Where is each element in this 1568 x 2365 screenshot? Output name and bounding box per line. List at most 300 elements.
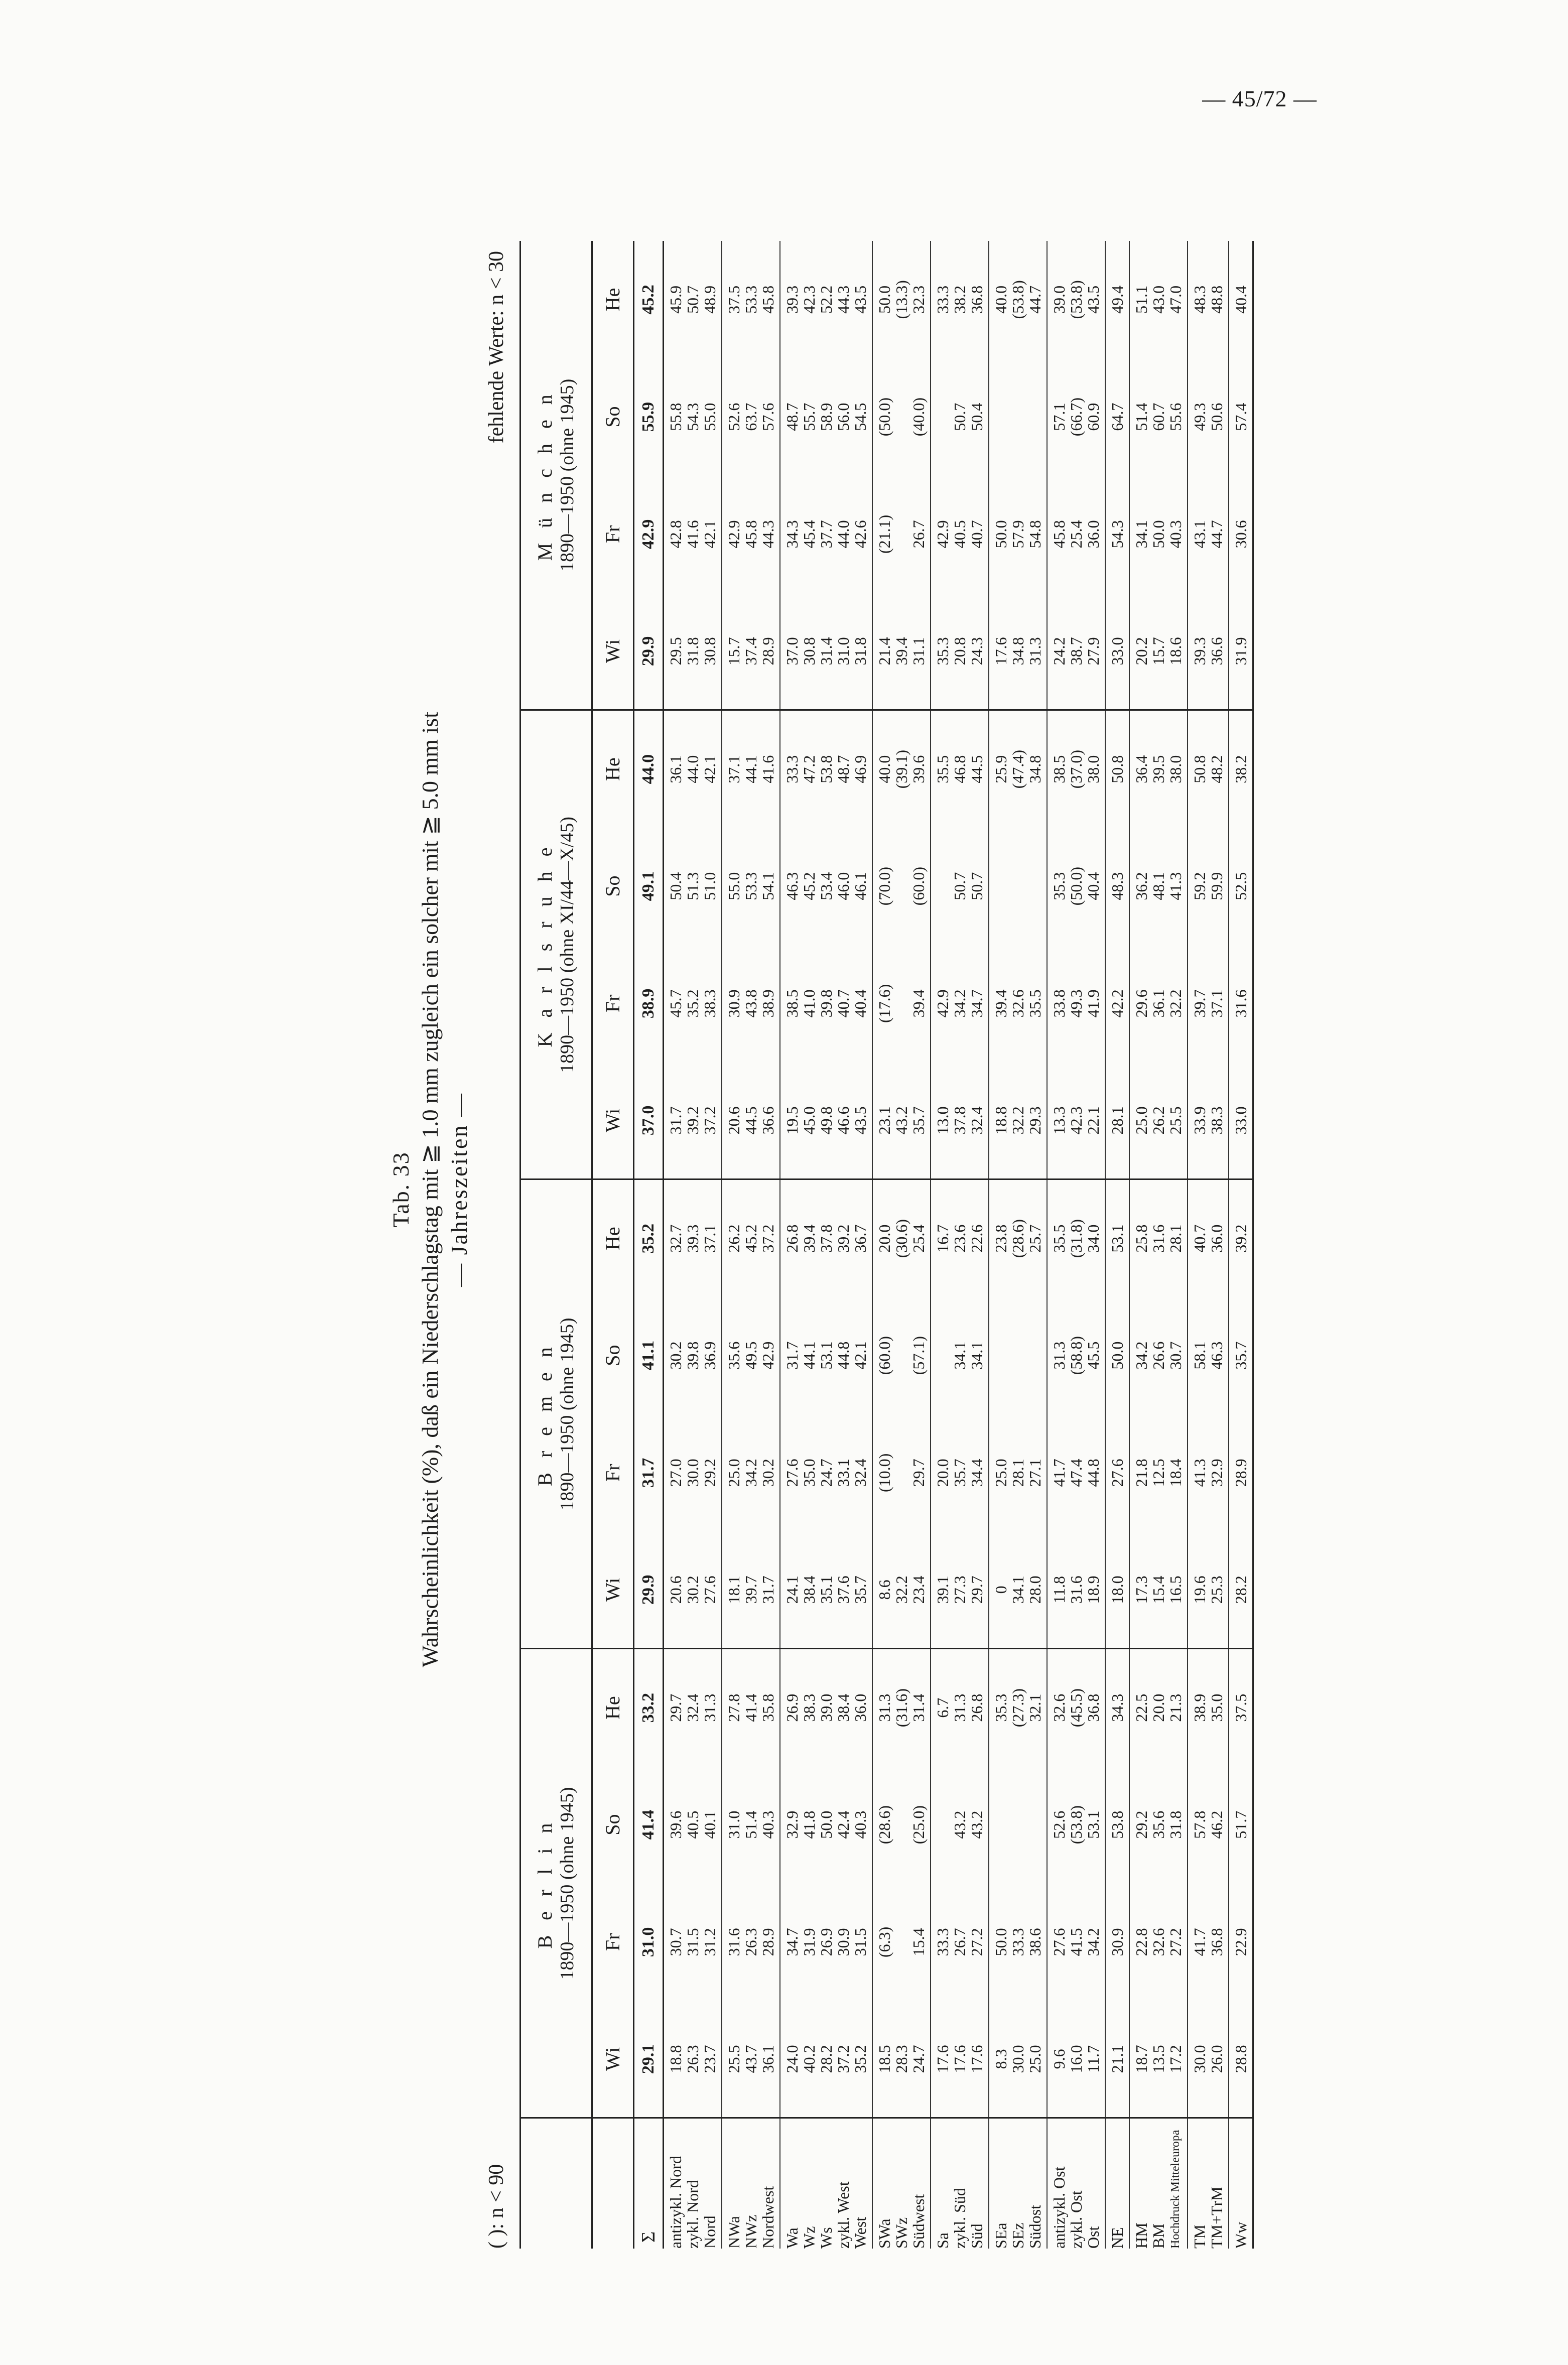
value: 35.8 <box>759 1693 777 1722</box>
value-cell <box>989 945 1047 1063</box>
table-row-group <box>1229 241 1253 2249</box>
value <box>1027 358 1042 476</box>
value: 35.7 <box>951 1459 969 1487</box>
value: 50.0 <box>992 1928 1010 1956</box>
value: 32.7 <box>667 1224 685 1253</box>
value: 36.1 <box>759 2045 777 2073</box>
value-cell <box>931 1649 989 1766</box>
value-cell <box>1047 1766 1105 1884</box>
value-cell <box>722 1766 780 1884</box>
value: 20.2 <box>1132 637 1150 666</box>
value-cell <box>780 710 872 828</box>
value: 36.8 <box>968 285 986 314</box>
value-cell <box>664 241 722 358</box>
value-cell <box>872 945 931 1063</box>
value-cell <box>722 593 780 710</box>
value-cell <box>1129 1766 1188 1884</box>
value: 50.7 <box>951 403 969 431</box>
value-cell <box>1105 2001 1129 2118</box>
value: 37.5 <box>1232 1693 1250 1722</box>
value: 41.7 <box>1050 1459 1068 1487</box>
value-cell <box>872 241 931 358</box>
value: 15.4 <box>1149 1575 1167 1604</box>
value-cell <box>780 1414 872 1532</box>
value: 42.9 <box>934 989 952 1018</box>
value: 50.7 <box>684 285 702 314</box>
value: 35.6 <box>725 1341 743 1370</box>
value-cell <box>722 1179 780 1297</box>
value: 29.2 <box>701 1459 719 1487</box>
value: 20.6 <box>725 1106 743 1135</box>
sum-cell: 38.9 <box>634 945 664 1063</box>
value: 23.6 <box>951 1224 969 1253</box>
value: 53.4 <box>817 872 835 900</box>
value-cell <box>1229 710 1253 828</box>
value: 36.6 <box>1208 637 1226 666</box>
value-cell <box>1105 241 1129 358</box>
value <box>894 945 909 1063</box>
value: 34.1 <box>968 1341 986 1370</box>
value: 34.7 <box>783 1928 801 1956</box>
value: 55.0 <box>725 872 743 900</box>
value: 32.6 <box>1050 1693 1068 1722</box>
value-cell <box>931 1766 989 1884</box>
value-cell <box>1229 828 1253 945</box>
value: 35.5 <box>1050 1224 1068 1253</box>
value-cell <box>1229 1297 1253 1414</box>
value: 17.2 <box>1166 2045 1185 2073</box>
value: 39.3 <box>684 1224 702 1253</box>
station-header-karlsruhe: K a r l s r u h e 1890—1950 (ohne XI/44—X/45) <box>520 710 592 1179</box>
value: 18.0 <box>1108 1575 1126 1604</box>
value: 37.7 <box>817 520 835 549</box>
value-cell <box>989 1766 1047 1884</box>
row-label: Süd <box>968 2223 986 2249</box>
value: 29.7 <box>909 1459 928 1487</box>
value: 31.2 <box>701 1928 719 1956</box>
value: 31.4 <box>909 1693 928 1722</box>
value: (28.6) <box>1009 1219 1027 1258</box>
value: 50.0 <box>1108 1341 1126 1370</box>
row-label: zykl. Süd <box>951 2188 969 2249</box>
value: 40.7 <box>968 520 986 549</box>
value-cell <box>1229 2001 1253 2118</box>
value: 64.7 <box>1108 403 1126 431</box>
value: 23.4 <box>909 1575 928 1604</box>
value: 32.2 <box>1009 1106 1027 1135</box>
row-label: zykl. West <box>834 2181 852 2249</box>
value: 43.8 <box>742 989 760 1018</box>
value-cell <box>989 1062 1047 1179</box>
season-header: Wi <box>592 593 634 710</box>
value-cell <box>780 1531 872 1649</box>
value: 42.1 <box>701 520 719 549</box>
value: 29.7 <box>667 1693 685 1722</box>
value: 27.3 <box>951 1575 969 1604</box>
value: (50.0) <box>1067 866 1085 906</box>
value: 27.6 <box>701 1575 719 1604</box>
value: 36.0 <box>1084 520 1102 549</box>
value: 30.2 <box>684 1575 702 1604</box>
value: (60.0) <box>875 1336 893 1375</box>
value-cell <box>664 1649 722 1766</box>
value: 30.8 <box>800 637 818 666</box>
value: 26.6 <box>1149 1341 1167 1370</box>
row-label: SWa <box>875 2218 893 2249</box>
value-cell <box>989 1531 1047 1649</box>
value: 13.0 <box>934 1106 952 1135</box>
value: 25.3 <box>1208 1575 1226 1604</box>
value: 19.6 <box>1191 1575 1209 1604</box>
value: 51.1 <box>1132 285 1150 314</box>
value-cell <box>780 828 872 945</box>
value: 50.0 <box>992 520 1010 549</box>
value-cell <box>931 1179 989 1297</box>
sum-cell: 31.0 <box>634 1884 664 2001</box>
value-cell <box>989 593 1047 710</box>
value: 48.8 <box>1208 285 1226 314</box>
value-cell <box>722 945 780 1063</box>
value-cell <box>1105 1884 1129 2001</box>
value-cell <box>1188 828 1229 945</box>
sum-cell: 33.2 <box>634 1649 664 1766</box>
row-label: Ost <box>1084 2226 1102 2249</box>
season-header-corner <box>592 2118 634 2249</box>
page-number: — 45/72 — <box>1202 86 1317 111</box>
value: 43.5 <box>851 1106 869 1135</box>
value: 38.4 <box>800 1575 818 1604</box>
value: 38.3 <box>1208 1106 1226 1135</box>
value-cell <box>1129 945 1188 1063</box>
value: 27.6 <box>783 1459 801 1487</box>
value-cell <box>989 828 1047 945</box>
value: 26.2 <box>1149 1106 1167 1135</box>
row-label: NWa <box>725 2216 743 2249</box>
value: 38.4 <box>834 1693 852 1722</box>
value: 41.8 <box>800 1810 818 1839</box>
sum-cell: 49.1 <box>634 828 664 945</box>
value: 36.0 <box>851 1693 869 1722</box>
value-cell <box>1229 476 1253 593</box>
value: 48.3 <box>1108 872 1126 900</box>
value: 34.2 <box>951 989 969 1018</box>
value: 43.0 <box>1149 285 1167 314</box>
value-cell <box>1105 1414 1129 1532</box>
row-labels <box>1129 2118 1188 2249</box>
table-row-group <box>1188 241 1229 2249</box>
sum-cell: 31.7 <box>634 1414 664 1532</box>
value: 27.2 <box>968 1928 986 1956</box>
value-cell <box>722 710 780 828</box>
row-labels <box>931 2118 989 2249</box>
value-cell <box>1188 945 1229 1063</box>
value <box>894 358 909 476</box>
value: 30.0 <box>1191 2045 1209 2073</box>
value: 38.6 <box>1026 1928 1044 1956</box>
value: 39.4 <box>992 989 1010 1018</box>
value: 26.3 <box>742 1928 760 1956</box>
value: 45.2 <box>742 1224 760 1253</box>
row-labels <box>664 2118 722 2249</box>
value: 38.9 <box>759 989 777 1018</box>
value-cell <box>872 1414 931 1532</box>
value-cell <box>1105 1062 1129 1179</box>
value-cell <box>1129 1414 1188 1532</box>
value: 41.6 <box>759 755 777 783</box>
row-label: antizykl. Nord <box>667 2156 685 2249</box>
value-cell <box>722 476 780 593</box>
table-row-group <box>780 241 872 2249</box>
value: 45.7 <box>667 989 685 1018</box>
value: 42.1 <box>701 755 719 783</box>
value: 57.6 <box>759 403 777 431</box>
value-cell <box>989 2001 1047 2118</box>
value: 43.5 <box>1084 285 1102 314</box>
value: 31.3 <box>875 1693 893 1722</box>
value <box>894 1766 909 1884</box>
row-labels <box>1047 2118 1105 2249</box>
value: 30.2 <box>667 1341 685 1370</box>
value: 30.0 <box>684 1459 702 1487</box>
value: 30.7 <box>1166 1341 1185 1370</box>
value: 43.5 <box>851 285 869 314</box>
row-label: Wa <box>783 2227 801 2249</box>
row-label: zykl. Ost <box>1067 2190 1085 2249</box>
value <box>935 358 950 476</box>
value: 13.5 <box>1149 2045 1167 2073</box>
value: 45.8 <box>742 520 760 549</box>
value: 34.4 <box>968 1459 986 1487</box>
value: 40.3 <box>759 1810 777 1839</box>
value: 36.9 <box>701 1341 719 1370</box>
value: 37.2 <box>834 2045 852 2073</box>
value: 39.7 <box>1191 989 1209 1018</box>
value: 31.6 <box>1149 1224 1167 1253</box>
value-cell <box>989 1297 1047 1414</box>
value: 39.2 <box>684 1106 702 1135</box>
value: 54.5 <box>851 403 869 431</box>
value: (27.3) <box>1009 1688 1027 1728</box>
sum-cell: 41.4 <box>634 1766 664 1884</box>
value: 25.5 <box>1166 1106 1185 1135</box>
value: 49.5 <box>742 1341 760 1370</box>
value-cell <box>1047 1884 1105 2001</box>
season-header-row <box>592 241 634 2249</box>
value: 35.5 <box>1026 989 1044 1018</box>
value: 20.0 <box>934 1459 952 1487</box>
value-cell <box>1229 593 1253 710</box>
value: 25.5 <box>725 2045 743 2073</box>
value-cell <box>872 828 931 945</box>
value: 16.0 <box>1067 2045 1085 2073</box>
value-cell <box>1229 1766 1253 1884</box>
value: 46.1 <box>851 872 869 900</box>
value: 44.1 <box>800 1341 818 1370</box>
value: 48.7 <box>834 755 852 783</box>
value: 40.5 <box>951 520 969 549</box>
station-header-row <box>520 241 592 2249</box>
value: 0 <box>992 1586 1010 1594</box>
value: 54.3 <box>684 403 702 431</box>
value-cell <box>931 1414 989 1532</box>
value: 45.5 <box>1084 1341 1102 1370</box>
value-cell <box>1105 1649 1129 1766</box>
row-label: NWz <box>742 2214 760 2249</box>
value: 50.8 <box>1108 755 1126 783</box>
value: 23.8 <box>992 1224 1010 1253</box>
value: 38.0 <box>1166 755 1185 783</box>
value: 35.3 <box>934 637 952 666</box>
value: 32.6 <box>1149 1928 1167 1956</box>
value: (6.3) <box>875 1926 893 1958</box>
value-cell <box>872 358 931 476</box>
value: 29.5 <box>667 637 685 666</box>
value: 21.8 <box>1132 1459 1150 1487</box>
value: 42.6 <box>851 520 869 549</box>
value: (60.0) <box>909 866 928 906</box>
value <box>993 358 1008 476</box>
value: 53.3 <box>742 872 760 900</box>
value: 24.2 <box>1050 637 1068 666</box>
value: 39.7 <box>742 1575 760 1604</box>
sum-cell: 55.9 <box>634 358 664 476</box>
value-cell <box>1129 1062 1188 1179</box>
value-cell <box>664 1884 722 2001</box>
value: 23.1 <box>875 1106 893 1135</box>
value: 59.9 <box>1208 872 1226 900</box>
value-cell <box>1129 1884 1188 2001</box>
value: 32.9 <box>783 1810 801 1839</box>
value-cell <box>1229 1884 1253 2001</box>
value-cell <box>1229 241 1253 358</box>
table-row-group <box>872 241 931 2249</box>
value: 56.0 <box>834 403 852 431</box>
value: 28.9 <box>759 637 777 666</box>
value-cell <box>1105 828 1129 945</box>
value: 37.1 <box>701 1224 719 1253</box>
value-cell <box>989 710 1047 828</box>
value: 34.3 <box>783 520 801 549</box>
value: 34.3 <box>1108 1693 1126 1722</box>
value: 58.1 <box>1191 1341 1209 1370</box>
value: 29.7 <box>968 1575 986 1604</box>
value: 31.0 <box>834 637 852 666</box>
season-header: He <box>592 710 634 828</box>
sum-cell: 29.1 <box>634 2001 664 2118</box>
value: 32.2 <box>892 1575 910 1604</box>
value: 57.4 <box>1232 403 1250 431</box>
value-cell <box>872 1884 931 2001</box>
value: 13.3 <box>1050 1106 1068 1135</box>
value <box>993 828 1008 945</box>
value: 63.7 <box>742 403 760 431</box>
note-parentheses: ( ): n < 90 <box>485 2164 508 2249</box>
value: (17.6) <box>875 984 893 1023</box>
value: 45.8 <box>759 285 777 314</box>
value: 18.8 <box>667 2045 685 2073</box>
season-header: He <box>592 1649 634 1766</box>
value: 31.3 <box>951 1693 969 1722</box>
value-cell <box>780 476 872 593</box>
value: 44.3 <box>834 285 852 314</box>
value: 50.0 <box>875 285 893 314</box>
value: 45.0 <box>800 1106 818 1135</box>
row-labels <box>1229 2118 1253 2249</box>
value: 41.3 <box>1166 872 1185 900</box>
value: 51.3 <box>684 872 702 900</box>
value-cell <box>872 1062 931 1179</box>
value-cell <box>780 358 872 476</box>
value-cell <box>1047 1179 1105 1297</box>
value: 22.9 <box>1232 1928 1250 1956</box>
value: 34.2 <box>742 1459 760 1487</box>
season-header: Fr <box>592 945 634 1063</box>
value: 25.7 <box>1026 1224 1044 1253</box>
value: 18.9 <box>1084 1575 1102 1604</box>
value-cell <box>1105 945 1129 1063</box>
value: 31.3 <box>1026 637 1044 666</box>
value-cell <box>1129 1297 1188 1414</box>
value: 52.5 <box>1232 872 1250 900</box>
value: 20.0 <box>875 1224 893 1253</box>
table-row-group <box>989 241 1047 2249</box>
season-header: Fr <box>592 1414 634 1532</box>
value: 46.3 <box>783 872 801 900</box>
value-cell <box>1229 1062 1253 1179</box>
value: 27.6 <box>1050 1928 1068 1956</box>
value-cell <box>1188 241 1229 358</box>
value <box>935 828 950 945</box>
table-number: Tab. 33 <box>388 1151 414 1228</box>
value <box>1027 1766 1042 1884</box>
value-cell <box>780 945 872 1063</box>
value-cell <box>1047 593 1105 710</box>
value: 17.3 <box>1132 1575 1150 1604</box>
value: 40.1 <box>701 1810 719 1839</box>
value: (28.6) <box>875 1805 893 1845</box>
row-label: Ws <box>817 2227 835 2249</box>
value: 33.9 <box>1191 1106 1209 1135</box>
value: 52.6 <box>725 403 743 431</box>
table-row-group <box>722 241 780 2249</box>
value: 43.2 <box>968 1810 986 1839</box>
value: 30.8 <box>701 637 719 666</box>
value: 26.7 <box>951 1928 969 1956</box>
value: 45.8 <box>1050 520 1068 549</box>
value: 26.9 <box>783 1693 801 1722</box>
value-cell <box>872 2001 931 2118</box>
row-label: Nord <box>701 2215 719 2249</box>
value: 51.4 <box>1132 403 1150 431</box>
value: 31.7 <box>667 1106 685 1135</box>
value: 47.4 <box>1067 1459 1085 1487</box>
value <box>894 828 909 945</box>
value: 36.1 <box>1149 989 1167 1018</box>
value: 40.4 <box>1084 872 1102 900</box>
value: 18.4 <box>1166 1459 1185 1487</box>
value: 18.1 <box>725 1575 743 1604</box>
value-cell <box>664 828 722 945</box>
value: 40.0 <box>992 285 1010 314</box>
row-label: TM <box>1191 2224 1209 2249</box>
value: 38.2 <box>951 285 969 314</box>
value: 22.6 <box>968 1224 986 1253</box>
value: 42.8 <box>667 520 685 549</box>
value: (53.8) <box>1067 1805 1085 1845</box>
value: 42.9 <box>934 520 952 549</box>
value: 53.1 <box>1108 1224 1126 1253</box>
value-cell <box>1047 2001 1105 2118</box>
